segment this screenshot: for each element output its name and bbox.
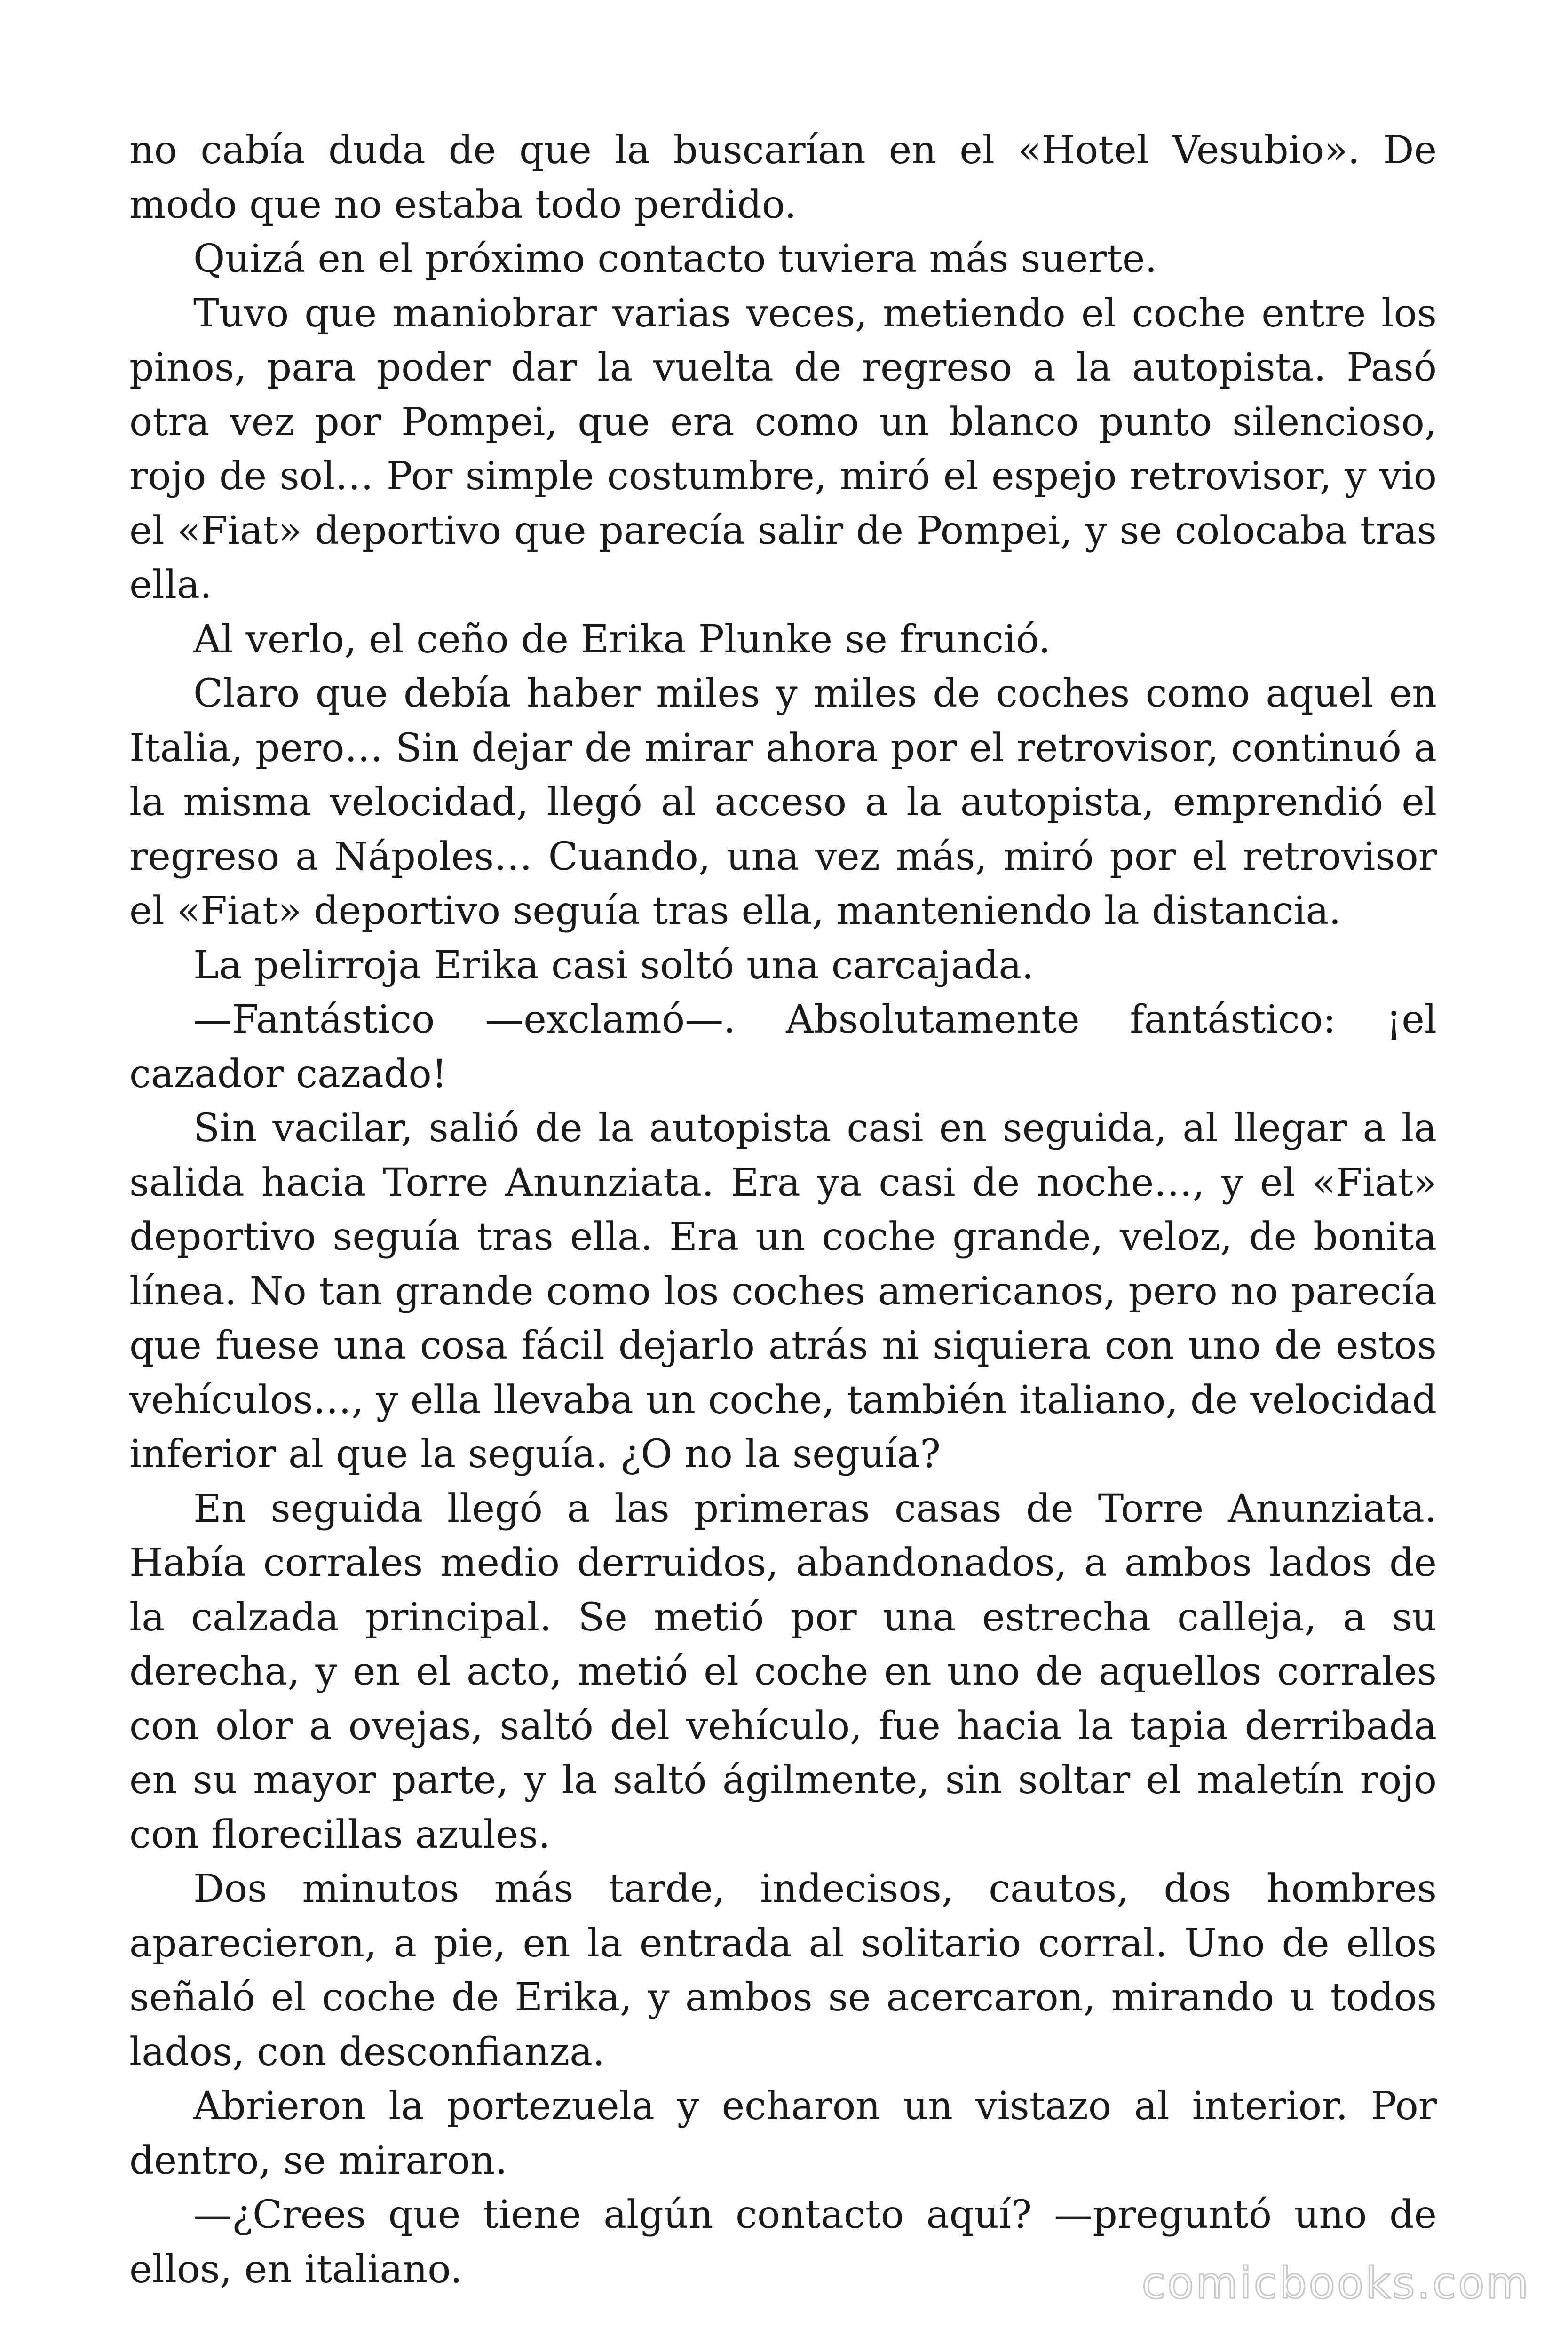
paragraph-11: Abrieron la portezuela y echaron un vistazo al interior. Por dentro, se miraron. (129, 2084, 1437, 2183)
paragraph-7: —Fantástico —exclamó—. Absolutamente fantástico: ¡el cazador cazado! (129, 997, 1437, 1097)
paragraph-5: Claro que debía haber miles y miles de coches como aquel en Italia, pero… Sin dejar de mirar ahora por el retrovisor, continuó a la misma velocidad, llegó al acceso a la autopista, emprendió el regreso a Nápoles… Cuando, una vez más, miró por el retrovisor el «Fiat» deportivo seguía tras ella, manteniendo la distancia. (129, 671, 1437, 933)
body-text (129, 123, 1437, 2296)
paragraph-4: Al verlo, el ceño de Erika Plunke se frunció. (193, 617, 1051, 662)
paragraph-8: Sin vacilar, salió de la autopista casi en seguida, al llegar a la salida hacia Torre Anunziata. Era ya casi de noche…, y el «Fiat» deportivo seguía tras ella. Era un coche grande, veloz, de bonita línea. No tan grande como los coches americanos, pero no parecía que fuese una cosa fácil dejarlo atrás ni siquiera con uno de estos vehículos…, y ella llevaba un coche, también italiano, de velocidad inferior al que la seguía. ¿O no la seguía? (129, 1106, 1437, 1477)
paragraph-12: —¿Crees que tiene algún contacto aquí? —preguntó uno de ellos, en italiano. (129, 2193, 1437, 2292)
paragraph-6: La pelirroja Erika casi soltó una carcajada. (193, 943, 1034, 988)
watermark: comicbooks.com (1141, 2258, 1530, 2308)
paragraph-2: Quizá en el próximo contacto tuviera más suerte. (193, 237, 1157, 281)
paragraph-3: Tuvo que maniobrar varias veces, metiendo el coche entre los pinos, para poder dar la vuelta de regreso a la autopista. Pasó otra vez por Pompei, que era como un blanco punto silencioso, rojo de sol… Por simple costumbre, miró el espejo retrovisor, y vio el «Fiat» deportivo que parecía salir de Pompei, y se colocaba tras ella. (129, 291, 1437, 607)
paragraph-1: no cabía duda de que la buscarían en el «Hotel Vesubio». De modo que no estaba todo perdido. (129, 128, 1437, 227)
paragraph-9: En seguida llegó a las primeras casas de Torre Anunziata. Había corrales medio derruidos, abandonados, a ambos lados de la calzada principal. Se metió por una estrecha calleja, a su derecha, y en el acto, metió el coche en uno de aquellos corrales con olor a ovejas, saltó del vehículo, fue hacia la tapia derribada en su mayor parte, y la saltó ágilmente, sin soltar el maletín rojo con florecillas azules. (129, 1486, 1437, 1857)
paragraph-10: Dos minutos más tarde, indecisos, cautos, dos hombres aparecieron, a pie, en la entrada al solitario corral. Uno de ellos señaló el coche de Erika, y ambos se acercaron, mirando u todos lados, con desconfianza. (129, 1867, 1437, 2074)
